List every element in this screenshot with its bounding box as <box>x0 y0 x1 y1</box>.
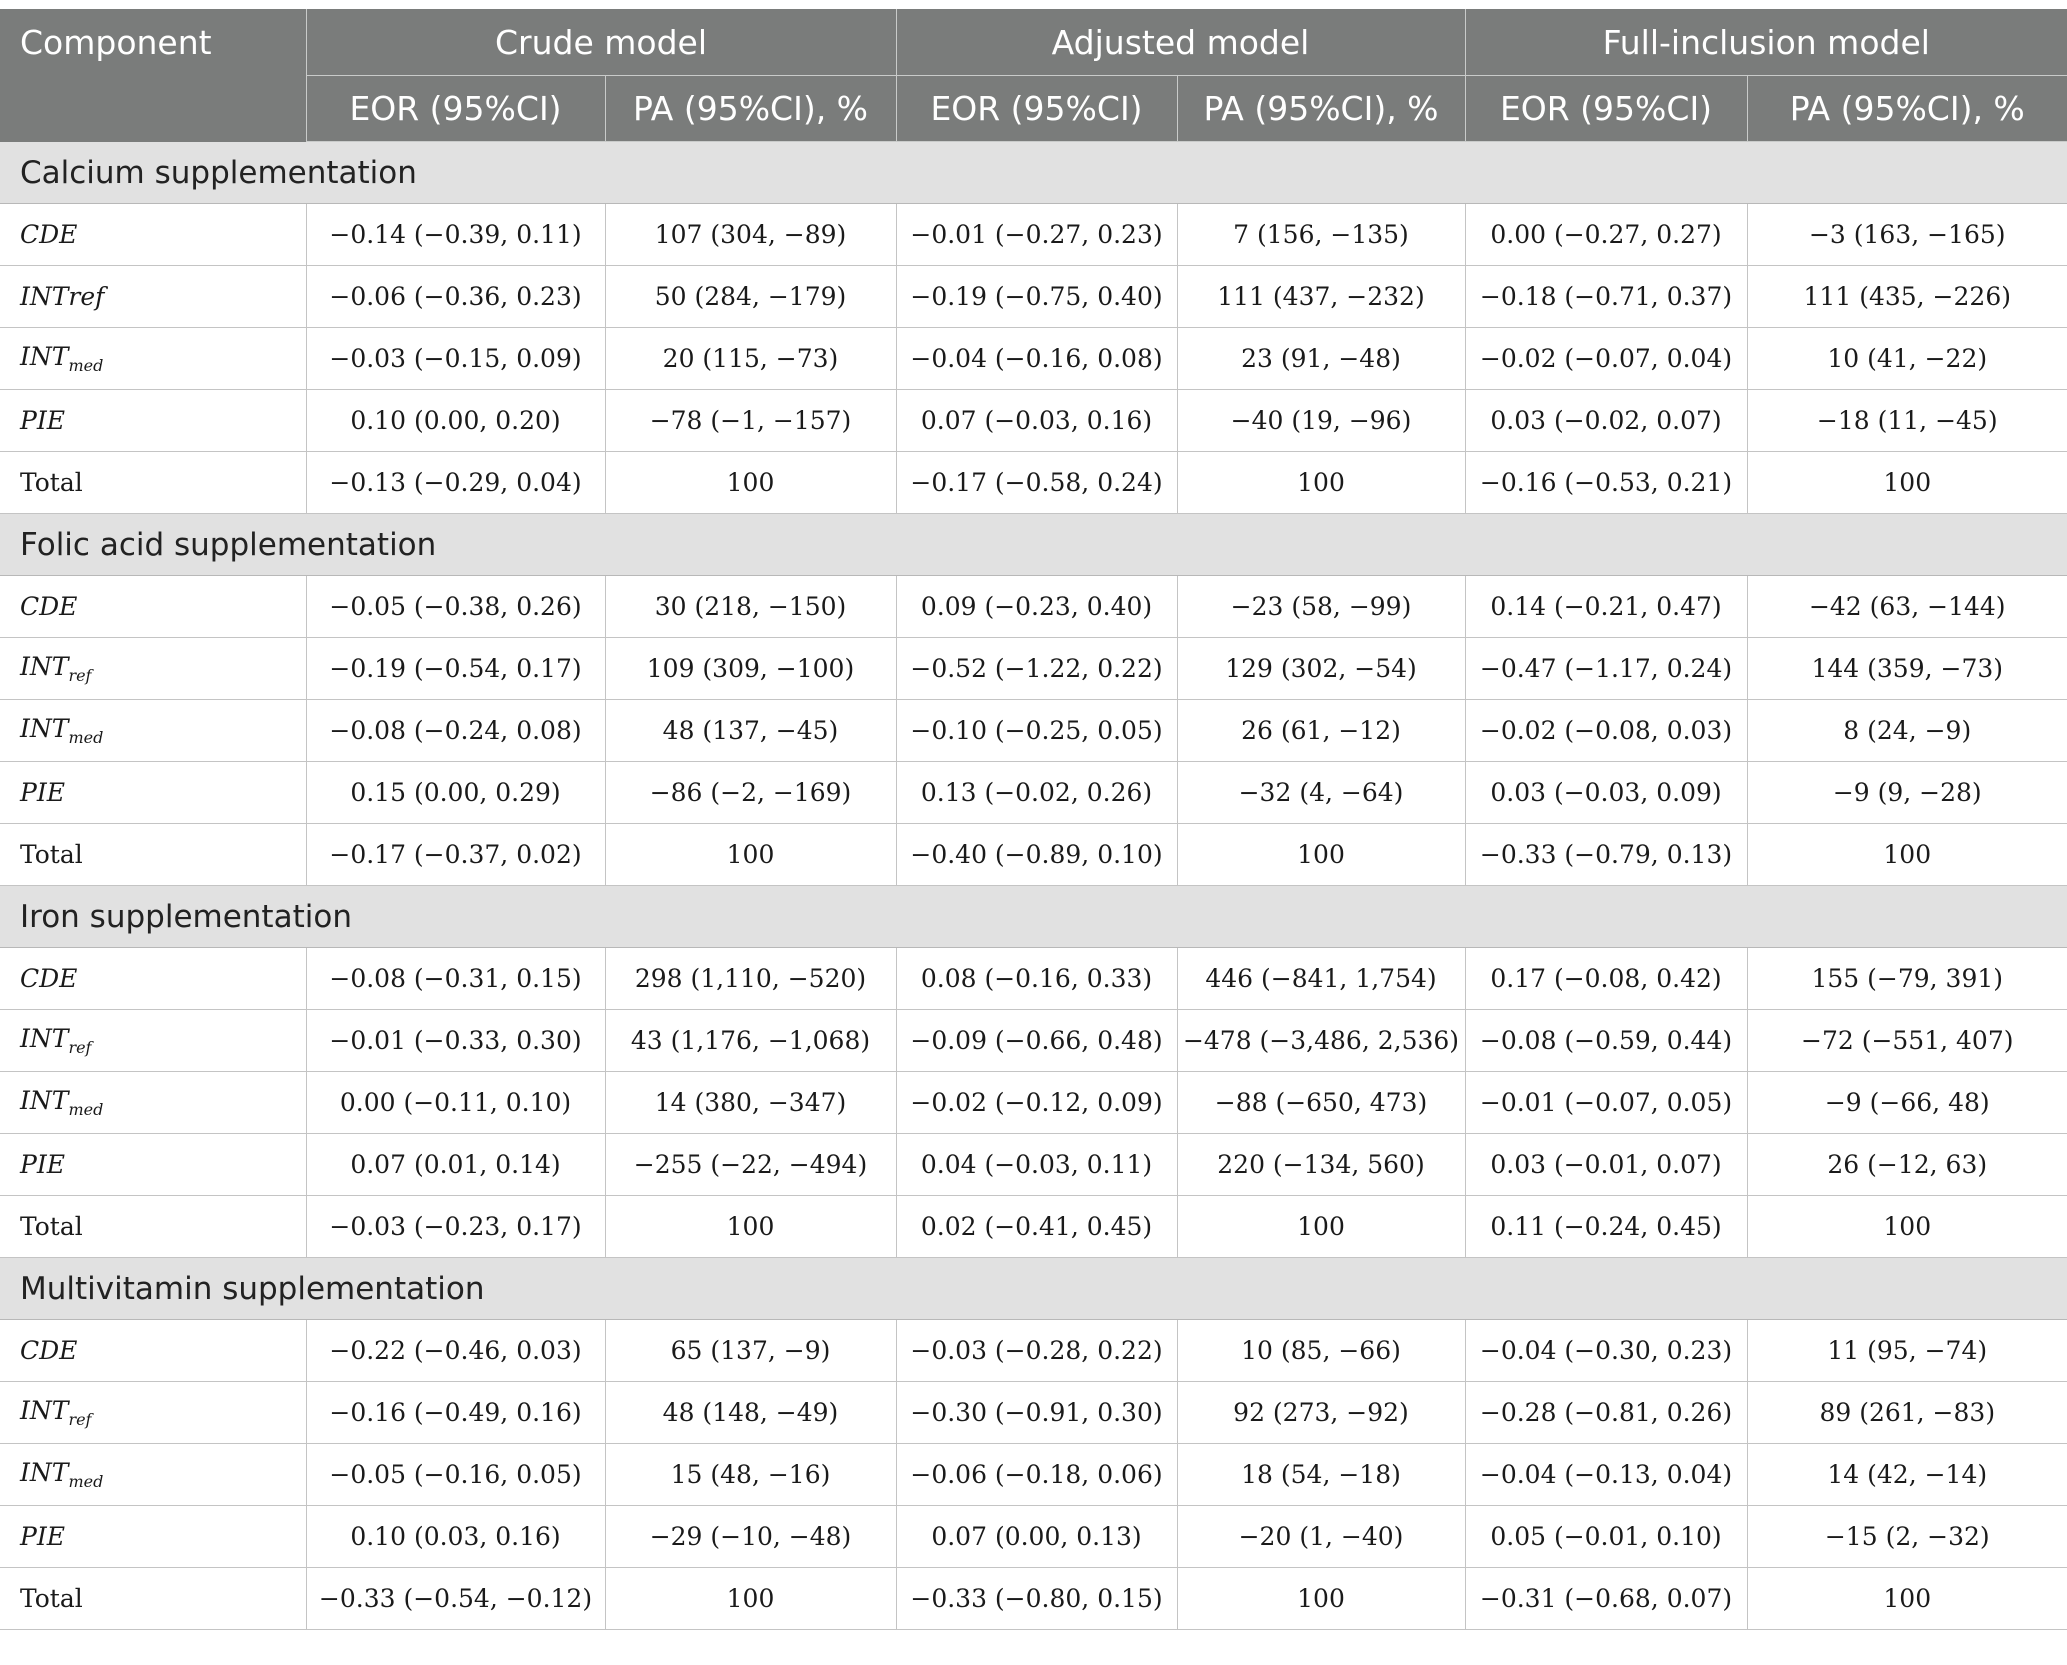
pa-cell: 50 (284, −179) <box>605 266 896 328</box>
eor-cell: 0.10 (0.03, 0.16) <box>306 1506 605 1568</box>
header-adjusted-model: Adjusted model <box>896 9 1465 76</box>
pa-cell: 129 (302, −54) <box>1177 638 1465 700</box>
eor-cell: −0.40 (−0.89, 0.10) <box>896 824 1177 886</box>
pa-cell: 107 (304, −89) <box>605 204 896 266</box>
eor-cell: −0.04 (−0.13, 0.04) <box>1465 1444 1747 1506</box>
component-label <box>0 1072 306 1134</box>
pa-cell: 446 (−841, 1,754) <box>1177 948 1465 1010</box>
pa-cell: −72 (−551, 407) <box>1747 1010 2067 1072</box>
eor-cell: −0.09 (−0.66, 0.48) <box>896 1010 1177 1072</box>
results-table <box>0 9 2067 1630</box>
component-label <box>0 948 306 1010</box>
pa-cell: 298 (1,110, −520) <box>605 948 896 1010</box>
eor-cell: −0.05 (−0.16, 0.05) <box>306 1444 605 1506</box>
component-label <box>0 1010 306 1072</box>
component-label <box>0 328 306 390</box>
component-label <box>0 824 306 886</box>
eor-cell: −0.33 (−0.79, 0.13) <box>1465 824 1747 886</box>
eor-cell: 0.07 (0.01, 0.14) <box>306 1134 605 1196</box>
group-row <box>0 514 2067 576</box>
eor-cell: 0.03 (−0.02, 0.07) <box>1465 390 1747 452</box>
table-row <box>0 824 2067 886</box>
component-subscript: med <box>68 356 104 375</box>
pa-cell: 15 (48, −16) <box>605 1444 896 1506</box>
pa-cell: 89 (261, −83) <box>1747 1382 2067 1444</box>
pa-cell: 10 (41, −22) <box>1747 328 2067 390</box>
eor-cell: −0.22 (−0.46, 0.03) <box>306 1320 605 1382</box>
component-name: CDE <box>20 1336 78 1365</box>
eor-cell: −0.13 (−0.29, 0.04) <box>306 452 605 514</box>
table-row <box>0 452 2067 514</box>
group-title: Calcium supplementation <box>0 142 2067 204</box>
pa-cell: −40 (19, −96) <box>1177 390 1465 452</box>
header-pa: PA (95%CI), % <box>1747 76 2067 142</box>
table-row <box>0 266 2067 328</box>
header-row-models <box>0 9 2067 76</box>
eor-cell: 0.13 (−0.02, 0.26) <box>896 762 1177 824</box>
pa-cell: 10 (85, −66) <box>1177 1320 1465 1382</box>
eor-cell: 0.00 (−0.11, 0.10) <box>306 1072 605 1134</box>
eor-cell: −0.03 (−0.28, 0.22) <box>896 1320 1177 1382</box>
eor-cell: −0.08 (−0.31, 0.15) <box>306 948 605 1010</box>
eor-cell: 0.10 (0.00, 0.20) <box>306 390 605 452</box>
eor-cell: −0.01 (−0.27, 0.23) <box>896 204 1177 266</box>
component-name: Total <box>20 468 83 497</box>
eor-cell: −0.08 (−0.59, 0.44) <box>1465 1010 1747 1072</box>
pa-cell: 14 (42, −14) <box>1747 1444 2067 1506</box>
header-eor: EOR (95%CI) <box>306 76 605 142</box>
pa-cell: 7 (156, −135) <box>1177 204 1465 266</box>
header-component: Component <box>0 9 306 142</box>
component-name: INT <box>20 342 69 371</box>
table-row <box>0 328 2067 390</box>
pa-cell: −78 (−1, −157) <box>605 390 896 452</box>
component-label <box>0 576 306 638</box>
eor-cell: −0.16 (−0.53, 0.21) <box>1465 452 1747 514</box>
pa-cell: −3 (163, −165) <box>1747 204 2067 266</box>
component-name: INT <box>20 1024 69 1053</box>
eor-cell: 0.00 (−0.27, 0.27) <box>1465 204 1747 266</box>
component-name: CDE <box>20 964 78 993</box>
eor-cell: −0.19 (−0.54, 0.17) <box>306 638 605 700</box>
eor-cell: −0.14 (−0.39, 0.11) <box>306 204 605 266</box>
component-name: PIE <box>20 1522 65 1551</box>
eor-cell: −0.30 (−0.91, 0.30) <box>896 1382 1177 1444</box>
header-pa: PA (95%CI), % <box>605 76 896 142</box>
pa-cell: 100 <box>1747 1196 2067 1258</box>
table-row <box>0 1010 2067 1072</box>
table-row <box>0 948 2067 1010</box>
eor-cell: −0.33 (−0.80, 0.15) <box>896 1568 1177 1630</box>
table-row <box>0 390 2067 452</box>
eor-cell: 0.08 (−0.16, 0.33) <box>896 948 1177 1010</box>
pa-cell: 11 (95, −74) <box>1747 1320 2067 1382</box>
component-name: PIE <box>20 406 65 435</box>
header-row-measures <box>0 76 2067 142</box>
eor-cell: −0.02 (−0.12, 0.09) <box>896 1072 1177 1134</box>
eor-cell: −0.06 (−0.18, 0.06) <box>896 1444 1177 1506</box>
pa-cell: −23 (58, −99) <box>1177 576 1465 638</box>
eor-cell: −0.19 (−0.75, 0.40) <box>896 266 1177 328</box>
header-eor: EOR (95%CI) <box>1465 76 1747 142</box>
pa-cell: 14 (380, −347) <box>605 1072 896 1134</box>
eor-cell: 0.11 (−0.24, 0.45) <box>1465 1196 1747 1258</box>
component-name: Total <box>20 1212 83 1241</box>
eor-cell: −0.06 (−0.36, 0.23) <box>306 266 605 328</box>
pa-cell: −9 (9, −28) <box>1747 762 2067 824</box>
eor-cell: −0.10 (−0.25, 0.05) <box>896 700 1177 762</box>
pa-cell: 92 (273, −92) <box>1177 1382 1465 1444</box>
pa-cell: 100 <box>1177 1196 1465 1258</box>
eor-cell: 0.14 (−0.21, 0.47) <box>1465 576 1747 638</box>
component-subscript: med <box>68 1100 104 1119</box>
table-row <box>0 1196 2067 1258</box>
eor-cell: −0.03 (−0.23, 0.17) <box>306 1196 605 1258</box>
pa-cell: 8 (24, −9) <box>1747 700 2067 762</box>
pa-cell: 100 <box>605 824 896 886</box>
pa-cell: 20 (115, −73) <box>605 328 896 390</box>
component-label <box>0 390 306 452</box>
component-name: CDE <box>20 592 78 621</box>
component-label <box>0 638 306 700</box>
header-full-inclusion-model: Full-inclusion model <box>1465 9 2067 76</box>
header-crude-model: Crude model <box>306 9 896 76</box>
component-name: INT <box>20 714 69 743</box>
pa-cell: 100 <box>1177 1568 1465 1630</box>
pa-cell: 144 (359, −73) <box>1747 638 2067 700</box>
component-subscript: ref <box>68 666 92 685</box>
eor-cell: −0.02 (−0.08, 0.03) <box>1465 700 1747 762</box>
results-table-container <box>0 9 2067 1630</box>
table-row <box>0 1444 2067 1506</box>
pa-cell: 111 (437, −232) <box>1177 266 1465 328</box>
pa-cell: 43 (1,176, −1,068) <box>605 1010 896 1072</box>
component-name: CDE <box>20 220 78 249</box>
component-subscript: med <box>68 1472 104 1491</box>
pa-cell: 26 (61, −12) <box>1177 700 1465 762</box>
pa-cell: −29 (−10, −48) <box>605 1506 896 1568</box>
eor-cell: 0.05 (−0.01, 0.10) <box>1465 1506 1747 1568</box>
pa-cell: −9 (−66, 48) <box>1747 1072 2067 1134</box>
component-name: PIE <box>20 1150 65 1179</box>
table-row <box>0 638 2067 700</box>
pa-cell: 100 <box>1747 824 2067 886</box>
eor-cell: −0.17 (−0.37, 0.02) <box>306 824 605 886</box>
eor-cell: −0.31 (−0.68, 0.07) <box>1465 1568 1747 1630</box>
component-name: Total <box>20 1584 83 1613</box>
pa-cell: 48 (148, −49) <box>605 1382 896 1444</box>
table-row <box>0 1506 2067 1568</box>
eor-cell: 0.04 (−0.03, 0.11) <box>896 1134 1177 1196</box>
pa-cell: 26 (−12, 63) <box>1747 1134 2067 1196</box>
component-name: PIE <box>20 778 65 807</box>
component-name: INT <box>20 1086 69 1115</box>
component-label <box>0 1444 306 1506</box>
pa-cell: −255 (−22, −494) <box>605 1134 896 1196</box>
group-title: Iron supplementation <box>0 886 2067 948</box>
eor-cell: −0.02 (−0.07, 0.04) <box>1465 328 1747 390</box>
pa-cell: 100 <box>605 1196 896 1258</box>
pa-cell: 65 (137, −9) <box>605 1320 896 1382</box>
eor-cell: −0.17 (−0.58, 0.24) <box>896 452 1177 514</box>
pa-cell: −32 (4, −64) <box>1177 762 1465 824</box>
eor-cell: 0.07 (−0.03, 0.16) <box>896 390 1177 452</box>
eor-cell: −0.05 (−0.38, 0.26) <box>306 576 605 638</box>
pa-cell: 100 <box>1747 1568 2067 1630</box>
eor-cell: −0.04 (−0.30, 0.23) <box>1465 1320 1747 1382</box>
component-label <box>0 1382 306 1444</box>
eor-cell: −0.52 (−1.22, 0.22) <box>896 638 1177 700</box>
pa-cell: 100 <box>1177 452 1465 514</box>
component-label <box>0 1506 306 1568</box>
eor-cell: −0.28 (−0.81, 0.26) <box>1465 1382 1747 1444</box>
eor-cell: −0.01 (−0.07, 0.05) <box>1465 1072 1747 1134</box>
pa-cell: 23 (91, −48) <box>1177 328 1465 390</box>
component-label <box>0 204 306 266</box>
group-title: Folic acid supplementation <box>0 514 2067 576</box>
pa-cell: −18 (11, −45) <box>1747 390 2067 452</box>
pa-cell: 100 <box>605 1568 896 1630</box>
component-label <box>0 266 306 328</box>
eor-cell: −0.04 (−0.16, 0.08) <box>896 328 1177 390</box>
eor-cell: −0.01 (−0.33, 0.30) <box>306 1010 605 1072</box>
pa-cell: −15 (2, −32) <box>1747 1506 2067 1568</box>
component-label <box>0 452 306 514</box>
component-label <box>0 1134 306 1196</box>
pa-cell: 155 (−79, 391) <box>1747 948 2067 1010</box>
pa-cell: 48 (137, −45) <box>605 700 896 762</box>
component-label <box>0 762 306 824</box>
pa-cell: 220 (−134, 560) <box>1177 1134 1465 1196</box>
group-title: Multivitamin supplementation <box>0 1258 2067 1320</box>
pa-cell: 111 (435, −226) <box>1747 266 2067 328</box>
table-row <box>0 1134 2067 1196</box>
eor-cell: −0.47 (−1.17, 0.24) <box>1465 638 1747 700</box>
eor-cell: 0.03 (−0.03, 0.09) <box>1465 762 1747 824</box>
results-table-body <box>0 142 2067 1630</box>
component-label <box>0 1568 306 1630</box>
component-name: INTref <box>20 282 105 311</box>
header-eor: EOR (95%CI) <box>896 76 1177 142</box>
header-pa: PA (95%CI), % <box>1177 76 1465 142</box>
component-name: Total <box>20 840 83 869</box>
group-row <box>0 886 2067 948</box>
eor-cell: −0.16 (−0.49, 0.16) <box>306 1382 605 1444</box>
table-row <box>0 1320 2067 1382</box>
eor-cell: −0.33 (−0.54, −0.12) <box>306 1568 605 1630</box>
table-row <box>0 204 2067 266</box>
pa-cell: 100 <box>1177 824 1465 886</box>
eor-cell: 0.07 (0.00, 0.13) <box>896 1506 1177 1568</box>
component-name: INT <box>20 652 69 681</box>
table-row <box>0 1382 2067 1444</box>
group-row <box>0 142 2067 204</box>
table-row <box>0 1072 2067 1134</box>
component-label <box>0 1196 306 1258</box>
component-label <box>0 700 306 762</box>
pa-cell: −20 (1, −40) <box>1177 1506 1465 1568</box>
eor-cell: 0.17 (−0.08, 0.42) <box>1465 948 1747 1010</box>
component-name: INT <box>20 1396 69 1425</box>
eor-cell: −0.18 (−0.71, 0.37) <box>1465 266 1747 328</box>
table-row <box>0 762 2067 824</box>
eor-cell: 0.15 (0.00, 0.29) <box>306 762 605 824</box>
pa-cell: 100 <box>605 452 896 514</box>
component-subscript: ref <box>68 1038 92 1057</box>
pa-cell: −42 (63, −144) <box>1747 576 2067 638</box>
table-row <box>0 700 2067 762</box>
table-row <box>0 1568 2067 1630</box>
pa-cell: 100 <box>1747 452 2067 514</box>
component-label <box>0 1320 306 1382</box>
component-subscript: ref <box>68 1410 92 1429</box>
table-row <box>0 576 2067 638</box>
pa-cell: −88 (−650, 473) <box>1177 1072 1465 1134</box>
component-subscript: med <box>68 728 104 747</box>
eor-cell: 0.03 (−0.01, 0.07) <box>1465 1134 1747 1196</box>
pa-cell: 109 (309, −100) <box>605 638 896 700</box>
eor-cell: 0.09 (−0.23, 0.40) <box>896 576 1177 638</box>
component-name: INT <box>20 1458 69 1487</box>
group-row <box>0 1258 2067 1320</box>
eor-cell: −0.03 (−0.15, 0.09) <box>306 328 605 390</box>
pa-cell: −86 (−2, −169) <box>605 762 896 824</box>
eor-cell: 0.02 (−0.41, 0.45) <box>896 1196 1177 1258</box>
pa-cell: 30 (218, −150) <box>605 576 896 638</box>
pa-cell: 18 (54, −18) <box>1177 1444 1465 1506</box>
pa-cell: −478 (−3,486, 2,536) <box>1177 1010 1465 1072</box>
eor-cell: −0.08 (−0.24, 0.08) <box>306 700 605 762</box>
